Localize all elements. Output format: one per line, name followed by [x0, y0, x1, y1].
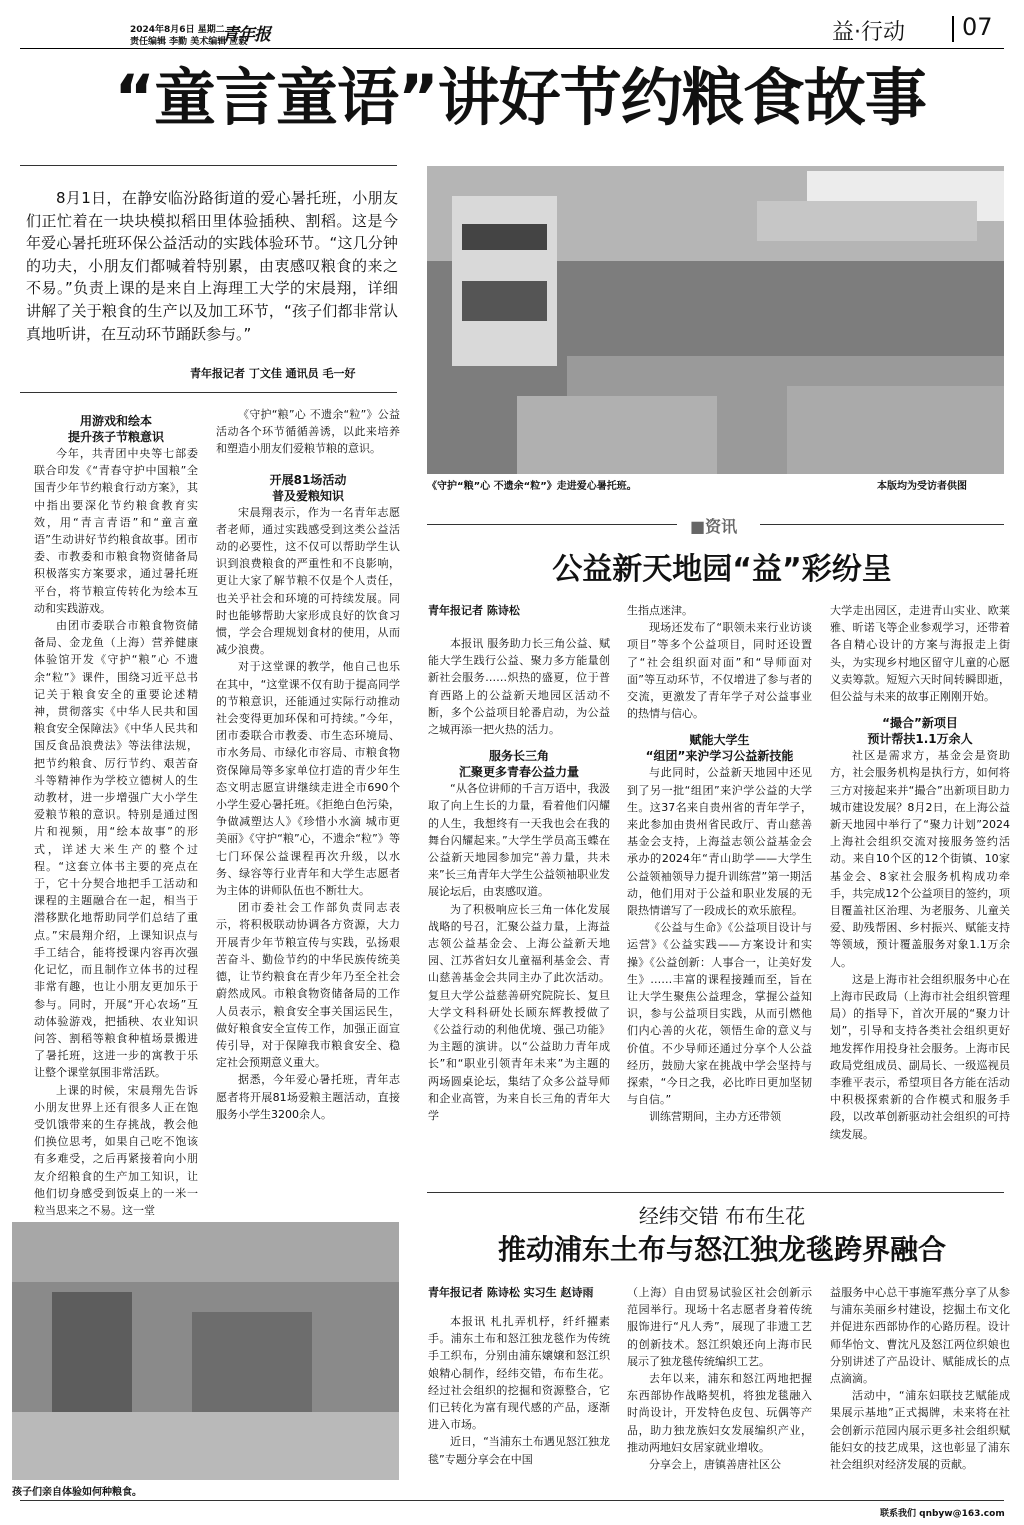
story2-paragraph: 为了积极响应长三角一体化发展战略的号召，汇聚公益力量，上海益志领公益基金会、上海公益新天地园、江苏省妇女儿童福利基金会、青山慈善基金会共同主办了此次活动。复旦大学公益慈善研究院院长、复旦大学文科科研处长顾东辉教授做了《公益行动的利他优境、强己功能》为主题的演讲。以“公益助力青年成长”和“职业引领青年未来”为主题的两场圆桌论坛，集结了众多公益导师和企业高管，为来自长三角的青年大学: [428, 902, 610, 1123]
story2-byline: 青年报记者 陈诗松: [428, 604, 520, 617]
story3-rule: [427, 1192, 1004, 1193]
story1-paragraph: 今年，共青团中央等七部委联合印发《“青春守护中国粮”全国青少年节约粮食行动方案》，其中指出要深化节约粮食教育实效，用“青言青语”和“童言童语”生动讲好节约粮食故事。团市委、市教委和市粮食物资储备局积极落实方案要求，通过暑托班平台，将节粮宣传转化为绘本互动和实践游戏。: [34, 447, 198, 615]
story2-rule-left: [427, 524, 677, 525]
story2-rule-right: [760, 524, 1004, 525]
story1-column-1: [34, 408, 198, 1226]
story1-paragraph: 《守护“粮”心 不遗余“粒”》公益活动各个环节循循善诱，以此来培养和塑造小朋友们爱粮节粮的意识。: [216, 408, 400, 456]
story3-paragraph: 近日，“当浦东土布遇见怒江独龙毯”专题分享会在中国: [428, 1435, 610, 1466]
story2-paragraph: 现场还发布了“职领未来行业访谈项目”等多个公益项目，同时还设置了“社会组织面对面”和“导师面对面”等互动环节，不仅增进了参与者的交流，更激发了青年学子对公益事业的热情与信心。: [627, 621, 812, 721]
story3-paragraph: 去年以来，浦东和怒江两地把握东西部协作战略契机，将独龙毯融入时尚设计，开发特色皮包、玩偶等产品，助力独龙族妇女发展编织产业，推动两地妇女居家就业增收。: [627, 1372, 812, 1454]
story2-paragraph: 训练营期间，主办方还带领: [649, 1110, 781, 1124]
footer-email[interactable]: 联系我们 qnbyw@163.com: [880, 1509, 1005, 1519]
story2-paragraph: “从各位讲师的千言万语中，我汲取了向上生长的力量，看着他们闪耀的人生，我想终有一天我也会在我的舞台闪耀起来。”大学生学员高玉蝶在公益新天地园参加完“善力量，共未来”长三角青年大学生公益领袖职业发展论坛后，由衷感叹道。: [428, 782, 610, 899]
page-number: 07: [962, 13, 993, 41]
classroom-photo-icon: [427, 166, 1004, 474]
story1-paragraph: 上课的时候，宋晨翔先告诉小朋友世界上还有很多人正在饱受饥饿带来的生存挑战，教会他们换位思考，如果自己吃不饱该有多难受，之后再紧接着向小朋友介绍粮食的生产加工知识，让他们切身感受到饭桌上的一米一粒当思来之不易。这一堂: [34, 1083, 198, 1217]
story2-headline: 公益新天地园“益”彩纷呈: [552, 552, 892, 587]
story1-lead: 8月1日，在静安临汾路街道的爱心暑托班，小朋友们正忙着在一块块模拟稻田里体验插秧、割稻。这是今年爱心暑托班环保公益活动的实践体验环节。“这几分钟的功夫，小朋友们都喊着特别累，由衷感叹粮食的来之不易。”负责上课的是来自上海理工大学的宋晨翔，详细讲解了关于粮食的生产以及加工环节，“孩子们都非常认真地听讲，在互动环节踊跃参与。”: [26, 189, 398, 343]
story2-subhead-1: 服务长三角 汇聚更多青春公益力量: [458, 749, 579, 780]
story3-paragraph: 分享会上，唐镇善唐社区公: [649, 1458, 781, 1472]
story1-subhead-1: 用游戏和绘本 提升孩子节粮意识: [67, 414, 164, 444]
story3-paragraph: 活动中，“浦东妇联技艺赋能成果展示基地”正式揭牌，未来将在社会创新示范园内展示更多社会组织赋能妇女的技艺成果，这也彰显了浦东社会组织对经济发展的贡献。: [830, 1389, 1010, 1472]
story3-column-1: [428, 1284, 610, 1494]
header-rule: [20, 48, 1004, 49]
story2-subhead-3: “撮合”新项目 预计帮扶1.1万余人: [867, 716, 973, 747]
story2-paragraph: 本报讯 服务助力长三角公益、赋能大学生践行公益、聚力多方能量创新社会服务……炽热的盛夏，位于普育西路上的公益新天地园区活动不断，多个公益项目轮番启动，为公益之城再添一把火热的活力。: [428, 637, 610, 737]
story1-photo-2-caption: 孩子们亲自体验如何种粮食。: [12, 1487, 142, 1498]
story1-lead-rule: [20, 392, 397, 393]
story2-column-1: [428, 602, 610, 1184]
story1-headline: “童言童语”讲好节约粮食故事: [114, 61, 926, 134]
story1-photo-2: [12, 1222, 399, 1480]
header-editors: 责任编辑 李勤 美术编辑 应毅: [130, 37, 248, 47]
story3-paragraph: 益服务中心总干事施军燕分享了从参与浦东美丽乡村建设，挖掘土布文化并促进东西部协作的心路历程。设计师华怡文、曹沈凡及怒江两位织娘也分别讲述了产品设计、赋能成长的点点滴滴。: [830, 1286, 1010, 1386]
story2-paragraph: 大学走出园区，走进青山实业、欧莱雅、昕诺飞等企业参观学习，还带着各自精心设计的方案与海报走上街头，为实现乡村地区留守儿童的心愿义卖筹款。短短六天时间转瞬即逝，但公益与未来的故事正刚刚开始。: [830, 604, 1010, 704]
story1-subhead-2: 开展81场活动 普及爱粮知识: [269, 472, 347, 503]
story3-kicker: 经纬交错 布布生花: [638, 1204, 806, 1228]
story3-column-2: [627, 1284, 812, 1494]
children-planting-photo-icon: [12, 1222, 399, 1480]
story2-paragraph: 《公益与生命》《公益项目设计与运营》《公益实践——方案设计和实操》《公益创新：人事合一，让美好发生》……丰富的课程接踵而至，旨在让大学生聚焦公益理念，掌握公益知识，参与公益项目实践，从而引燃他们内心善的火花，领悟生命的意义与价值。不少导师还通过分享个人公益经历，鼓励大家在挑战中学会坚持与探索，“今日之我，必比昨日更加坚韧与自信。”: [627, 921, 812, 1107]
story1-column-2: [216, 406, 400, 1226]
newspaper-logo: 青年报: [222, 25, 270, 45]
story1-rule: [20, 165, 397, 166]
header-divider: [952, 16, 954, 42]
story1-photo-credit: 本版均为受访者供图: [877, 481, 967, 492]
story3-column-3: [830, 1284, 1010, 1494]
story1-photo-caption: 《守护“粮”心 不遗余“粒”》走进爱心暑托班。: [427, 481, 637, 492]
story2-subhead-2: 赋能大学生 “组团”来沪学习公益新技能: [645, 733, 794, 764]
story1-paragraph: 团市委社会工作部负责同志表示，将积极联动协调各方资源，大力开展青少年节粮宣传与实践，弘扬艰苦奋斗、勤俭节约的中华民族传统美德，让节约粮食在青少年乃至全社会蔚然成风。市粮食物资储备局的工作人员表示，粮食安全事关国运民生，做好粮食安全宣传工作，加强正面宣传引导，对于保障我市粮食安全、稳定社会预期意义重大。: [216, 901, 400, 1070]
story1-lead-byline: 青年报记者 丁文佳 通讯员 毛一好: [190, 367, 356, 380]
story2-paragraph: 生指点迷津。: [627, 604, 693, 617]
story1-paragraph: 对于这堂课的教学，他自己也乐在其中，“这堂课不仅有助于提高同学的节粮意识，还能通过实际行动推动社会变得更加环保和可持续。”今年，团市委联合市教委、市生态环境局、市水务局、市绿化市容局、市粮食物资保障局等多家单位打造的青少年生态文明志愿宣讲继续走进全市690个小学生爱心暑托班。《拒绝白色污染，争做减塑达人》《珍惜小水滴 城市更美丽》《守护“粮”心，不遗余“粒”》等七门环保公益课程再次升级，以水务、绿容等行业青年和大学生志愿者为主体的讲师队伍也不断壮大。: [216, 660, 400, 898]
section-name: 益·行动: [832, 20, 905, 45]
story2-tag: ■资讯: [690, 517, 738, 536]
header-date: 2024年8月6日 星期二: [130, 25, 225, 35]
story1-paragraph: 由团市委联合市粮食物资储备局、金龙鱼（上海）营养健康体验馆开发《守护“粮”心 不遗余“粒”》课件，围绕习近平总书记关于粮食安全的重要论述精神，贯彻落实《中华人民共和国粮食安全保障法》《中华人民共和国反食品浪费法》等法律法规，把节约粮食、厉行节约、艰苦奋斗等精神作为学校立德树人的生动教材，进一步增强广大小学生爱粮节粮的意识。特别是通过图片和视频，用“绘本故事”的形式，详述大米生产的整个过程。“这套立体书主要的亮点在于，它十分契合地把手工活动和课程的主题融合在一起，相当于潜移默化地帮助同学们总结了重点。”宋晨翔介绍，上课知识点与手工结合，能将授课内容再次强化记忆，而且制作立体书的过程非常有趣，也让小朋友更加乐于参与。同时，开展“开心农场”互动体验游戏，把插秧、农业知识问答、割稻等粮食种植场景搬进了暑托班，这进一步的寓教于乐让整个课堂氛围非常活跃。: [34, 619, 198, 1080]
story2-column-2: [627, 602, 812, 1184]
story2-paragraph: 社区是需求方，基金会是资助方，社会服务机构是执行方，如何将三方对接起来并“撮合”出新项目助力城市建设发展？8月2日，在上海公益新天地园中举行了“聚力计划”2024上海社会组织交流对接服务签约活动。来自10个区的12个街镇、10家基金会、8家社会服务机构成功牵手，共完成12个公益项目的签约，项目覆盖社区治理、为老服务、儿童关爱、助残帮困、乡村振兴、赋能支持等领域，预计覆盖服务对象1.1万余人。: [830, 749, 1010, 969]
story1-photo: [427, 166, 1004, 474]
story2-column-3: [830, 602, 1010, 1184]
story3-headline: 推动浦东土布与怒江独龙毯跨界融合: [497, 1233, 946, 1266]
story2-paragraph: 与此同时，公益新天地园中还见到了另一批“组团”来沪学公益的大学生。这37名来自贵州省的青年学子，来此参加由贵州省民政厅、青山慈善基金会支持，上海益志领公益基金会承办的2024年“青山助学——大学生公益领袖领导力提升训练营”第一期活动，他们用对于公益和职业发展的无限热情谱写了一段成长的欢乐旅程。: [627, 766, 812, 918]
story1-paragraph: 据悉，今年爱心暑托班，青年志愿者将开展81场爱粮主题活动，直接服务小学生3200余人。: [216, 1073, 400, 1121]
story2-paragraph: 这是上海市社会组织服务中心在上海市民政局（上海市社会组织管理局）的指导下，首次开展的“聚力计划”，引导和支持各类社会组织更好地发挥作用投身社会服务。上海市民政局党组成员、副局长、一级巡视员李雅平表示，希望项目各方能在活动中积极探索新的合作模式和服务手段，以改革创新驱动社会组织的可持续发展。: [830, 972, 1010, 1141]
story3-byline: 青年报记者 陈诗松 实习生 赵诗雨: [428, 1286, 594, 1299]
story3-paragraph: （上海）自由贸易试验区社会创新示范园举行。现场十名志愿者身着传统服饰进行“凡人秀”，展现了非遗工艺的创新技术。怒江织娘还向上海市民展示了独龙毯传统编织工艺。: [627, 1286, 812, 1368]
story3-paragraph: 本报讯 札扎弄机杼，纤纤擢素手。浦东土布和怒江独龙毯作为传统手工织布，分别由浦东嬢嬢和怒江织娘精心制作，经纬交错，布布生花。经过社会组织的挖掘和资源整合，它们已转化为富有现代感的产品，逐渐进入市场。: [428, 1315, 610, 1432]
footer-rule: [20, 1500, 1004, 1501]
story1-paragraph: 宋晨翔表示，作为一名青年志愿者老师，通过实践感受到这类公益活动的必要性，这不仅可以帮助学生认识到浪费粮食的严重性和不良影响，更让大家了解节粮不仅是个人责任，也关乎社会和环境的可持续发展。同时也能够帮助大家形成良好的饮食习惯，学会合理规划食材的使用，从而减少浪费。: [216, 505, 400, 657]
